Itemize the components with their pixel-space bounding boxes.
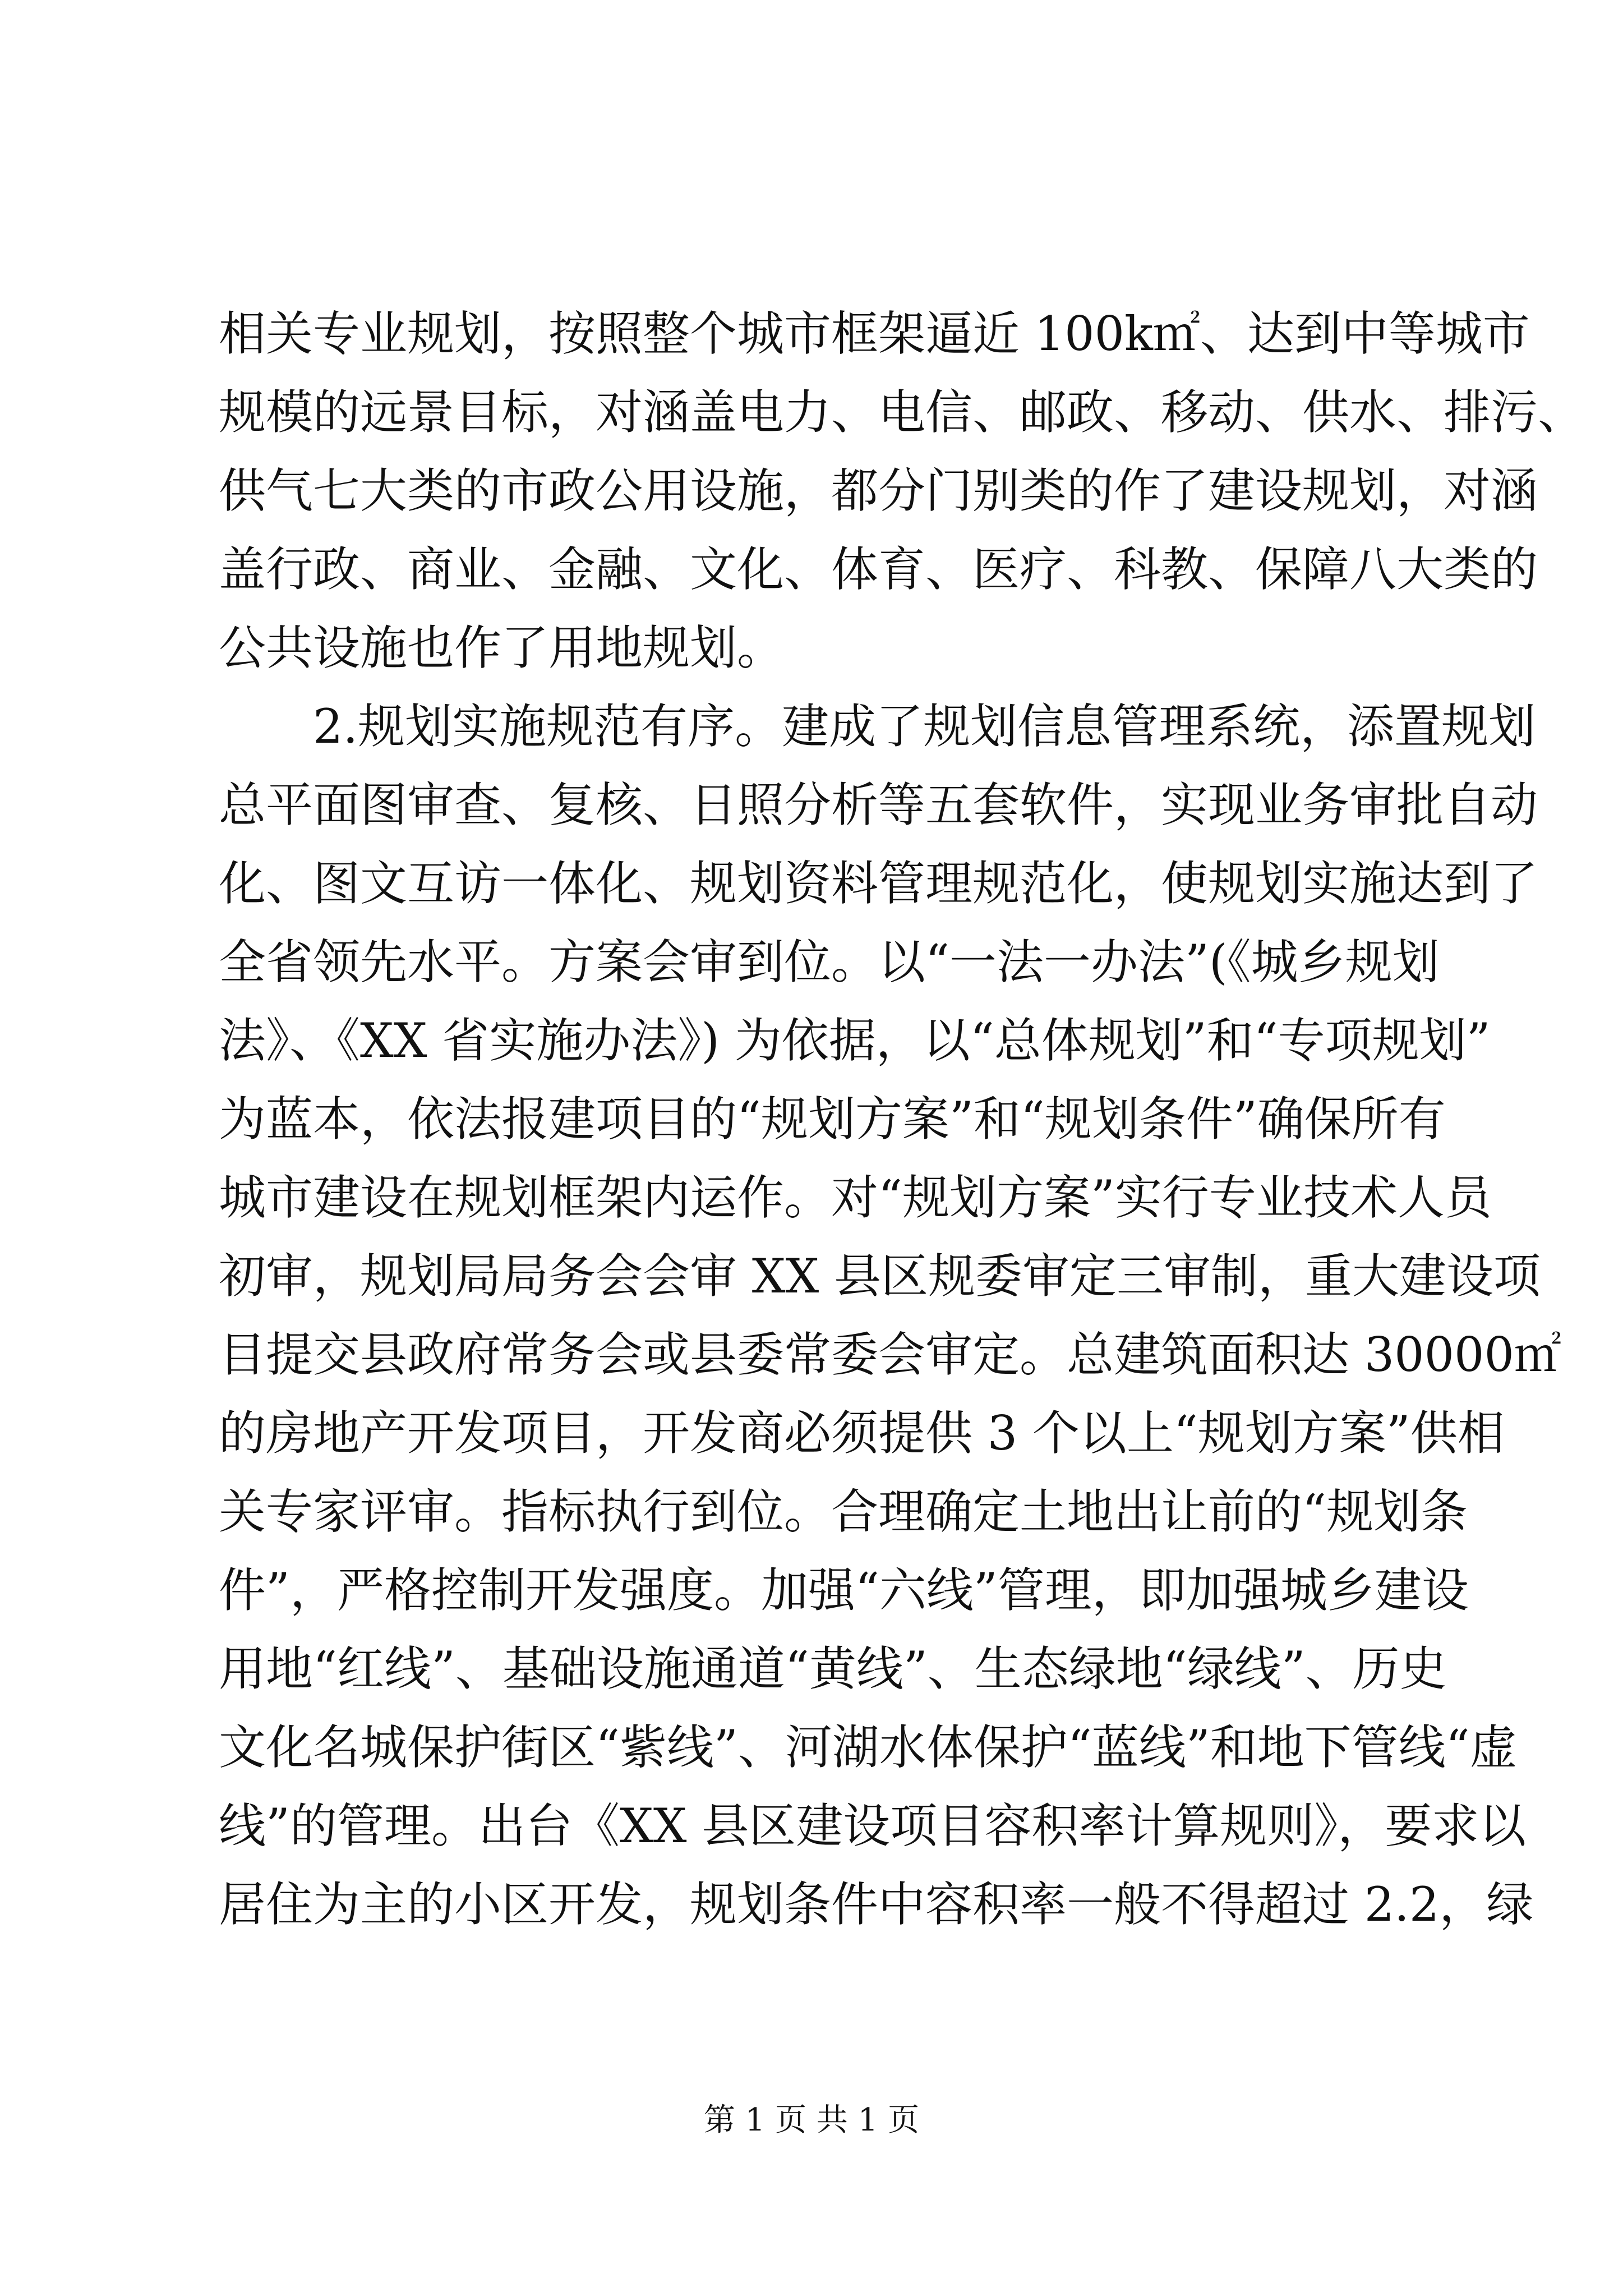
text-line: 规模的远景目标，对涵盖电力、电信、邮政、移动、供水、排污、 — [219, 385, 1585, 440]
text-line: 城市建设在规划框架内运作。对“规划方案”实行专业技术人员 — [219, 1170, 1492, 1225]
text-line: 法》、《XX 省实施办法》) 为依据，以“总体规划”和“专项规划” — [219, 1013, 1491, 1068]
text-line: 相关专业规划，按照整个城市框架逼近 100k㎡、达到中等城市 — [219, 306, 1530, 361]
text-line: 总平面图审查、复核、日照分析等五套软件，实现业务审批自动 — [219, 777, 1538, 832]
text-line: 供气七大类的市政公用设施，都分门别类的作了建设规划，对涵 — [219, 463, 1538, 518]
text-line: 的房地产开发项目，开发商必须提供 3 个以上“规划方案”供相 — [219, 1406, 1505, 1461]
text-line: 公共设施也作了用地规划。 — [219, 620, 785, 675]
text-line: 初审，规划局局务会会审 XX 县区规委审定三审制，重大建设项 — [219, 1249, 1541, 1304]
page-number-footer: 第 1 页 共 1 页 — [703, 2102, 920, 2138]
text-line: 盖行政、商业、金融、文化、体育、医疗、科教、保障八大类的 — [219, 542, 1538, 597]
text-line: 居住为主的小区开发，规划条件中容积率一般不得超过 2.2，绿 — [219, 1877, 1534, 1932]
text-line: 化、图文互访一体化、规划资料管理规范化，使规划实施达到了 — [219, 856, 1538, 911]
text-line: 用地“红线”、基础设施通道“黄线”、生态绿地“绿线”、历史 — [219, 1641, 1447, 1696]
text-line: 为蓝本，依法报建项目的“规划方案”和“规划条件”确保所有 — [219, 1092, 1446, 1147]
paragraph-start-line: 2.规划实施规范有序。建成了规划信息管理系统，添置规划 — [313, 699, 1536, 754]
text-line: 文化名城保护街区“紫线”、河湖水体保护“蓝线”和地下管线“虚 — [219, 1720, 1517, 1775]
text-line: 全省领先水平。方案会审到位。以“一法一办法”(《城乡规划 — [219, 935, 1440, 990]
document-body — [219, 295, 1585, 1944]
text-line: 件”，严格控制开发强度。加强“六线”管理，即加强城乡建设 — [219, 1563, 1469, 1618]
text-line: 关专家评审。指标执行到位。合理确定土地出让前的“规划条 — [219, 1484, 1468, 1539]
text-line: 目提交县政府常务会或县委常委会审定。总建筑面积达 30000㎡ — [219, 1327, 1561, 1382]
text-line: 线”的管理。出台《XX 县区建设项目容积率计算规则》，要求以 — [219, 1798, 1527, 1853]
